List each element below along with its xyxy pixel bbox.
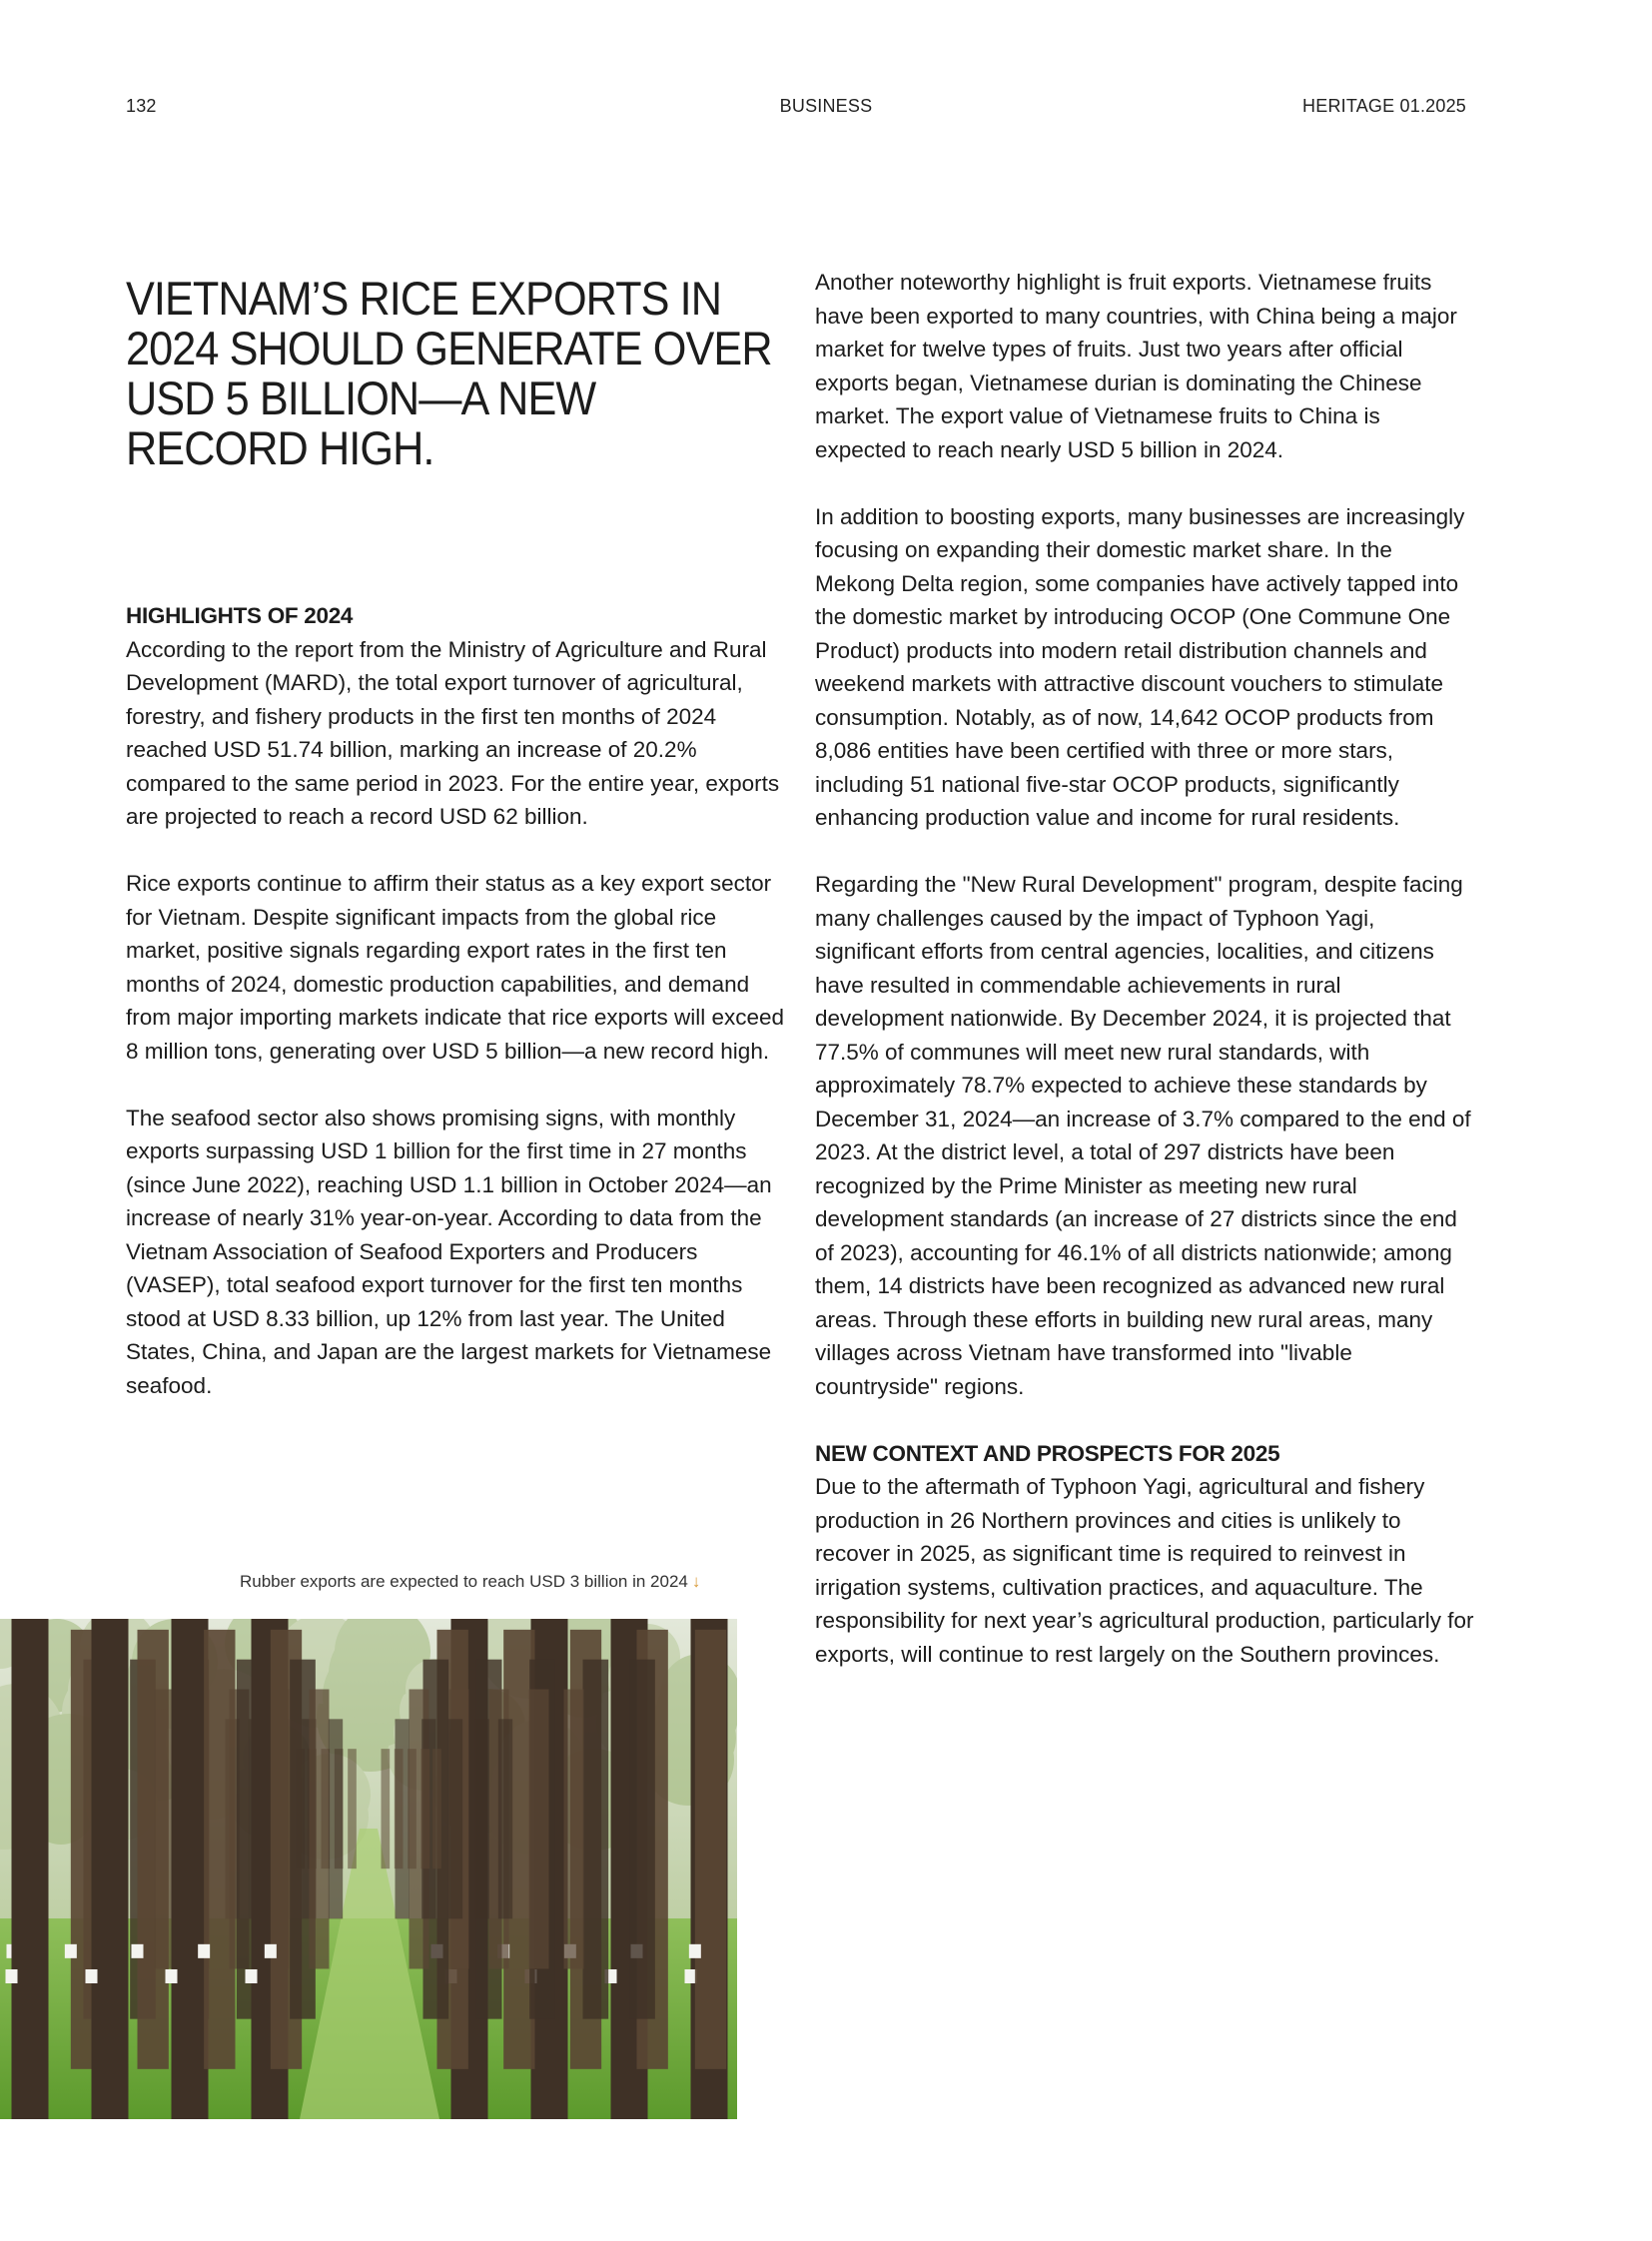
tree-trunk (408, 1749, 416, 1868)
latex-cup (86, 1969, 98, 1983)
tree-trunk (395, 1749, 404, 1868)
issue-label: HERITAGE 01.2025 (1302, 96, 1466, 116)
paragraph: The seafood sector also shows promising signs, with monthly exports surpassing USD 1 billion for the first time in 27 months (since June 2022), reaching USD 1.1 billion in October 2024—an increase of nearly 31% year-on-year. According to data from the Vietnam Association of Seafood Exporters and Producers (VASEP), total seafood export turnover for the first ten months stood at USD 8.33 billion, up 12% from last year. The United States, China, and Japan are the largest markets for Vietnamese seafood. (126, 1105, 772, 1398)
latex-cup (65, 1944, 77, 1958)
page-number: 132 (126, 96, 157, 116)
rubber-plantation-photo (0, 1619, 737, 2119)
latex-cup (246, 1969, 258, 1983)
tree-trunk (564, 1690, 584, 1969)
plantation-illustration (0, 1619, 737, 2119)
tree-trunk (172, 1619, 209, 2119)
arrow-down-icon: ↓ (691, 1572, 701, 1591)
section-label: BUSINESS (779, 96, 873, 116)
tree-trunk (432, 1749, 441, 1868)
tree-trunk (92, 1619, 129, 2119)
paragraph: Another noteworthy highlight is fruit exports. Vietnamese fruits have been exported to many countries, with China being a major market for twelve types of fruits. Just two years after official exports began, Vietnamese durian is dominating the Chinese market. The export value of Vietnamese fruits to China is expected to reach nearly USD 5 billion in 2024. (815, 270, 1457, 462)
latex-cup (6, 1969, 18, 1983)
tree-trunk (310, 1690, 330, 1969)
paragraph: Regarding the "New Rural Development" program, despite facing many challenges caused by the impact of Typhoon Yagi, significant efforts from central agencies, localities, and citizens have resulted in commendable achievements in rural development nationwide. By December 2024, it is projected that 77.5% of communes will meet new rural standards, with approximately 78.7% expected to achieve these standards by December 31, 2024—an increase of 3.7% compared to the end of 2023. At the district level, a total of 297 districts have been recognized by the Prime Minister as meeting new rural development standards (an increase of 27 districts since the end of 2023), accounting for 46.1% of all districts nationwide; among them, 14 districts have been recognized as advanced new rural areas. Through these efforts in building new rural areas, many villages across Vietnam have transformed into "livable countryside" regions. (815, 872, 1471, 1399)
latex-cup (689, 1944, 701, 1958)
paragraph: In addition to boosting exports, many businesses are increasingly focusing on expanding their domestic market share. In the Mekong Delta region, some companies have actively tapped into the domestic market by introducing OCOP (One Commune One Product) products into modern retail distribution channels and weekend markets with attractive discount vouchers to stimulate consumption. Notably, as of now, 14,642 OCOP products from 8,086 entities have been certified with three or more stars, including 51 national five-star OCOP products, significantly enhancing production value and income for rural residents. (815, 503, 1465, 830)
latex-cup (166, 1969, 178, 1983)
latex-cup (685, 1969, 697, 1983)
tree-trunk (448, 1719, 462, 1918)
latex-cup (132, 1944, 144, 1958)
tree-trunk (629, 1660, 655, 2019)
latex-cup (198, 1944, 210, 1958)
tree-trunk (329, 1719, 343, 1918)
paragraph: Due to the aftermath of Typhoon Yagi, agricultural and fishery production in 26 Northern provinces and cities is unlikely to recover in 2025, as significant time is required to reinvest in irrigation systems, cultivation practices, and aquaculture. The responsibility for next year’s agricultural production, particularly for exports, will continue to rest largely on the Southern provinces. (815, 1474, 1474, 1667)
tree-trunk (498, 1719, 512, 1918)
tree-trunk (204, 1630, 235, 2069)
tree-trunk (12, 1619, 49, 2119)
photo-caption (240, 1572, 739, 1592)
section-heading-highlights: HIGHLIGHTS OF 2024 (126, 603, 354, 628)
tree-trunk (348, 1749, 357, 1868)
tree-trunk (695, 1630, 726, 2069)
tree-trunk (583, 1660, 609, 2019)
paragraph: According to the report from the Ministry of Agriculture and Rural Development (MARD), the total export turnover of agricultural, forestry, and fishery products in the first ten months of 2024 reached USD 51.74 billion, marking an increase of 20.2% compared to the same period in 2023. For the entire year, exports are projected to reach a record USD 62 billion. (126, 636, 780, 829)
tree-trunk (475, 1719, 489, 1918)
tree-trunk (421, 1749, 430, 1868)
tree-trunk (138, 1630, 169, 2069)
section-heading-prospects: NEW CONTEXT AND PROSPECTS FOR 2025 (815, 1440, 1280, 1466)
tree-trunk (529, 1690, 549, 1969)
paragraph: Rice exports continue to affirm their status as a key export sector for Vietnam. Despite significant impacts from the global rice market, positive signals regarding export rates in the first ten months of 2024, domestic production capabilities, and demand from major importing markets indicate that rice exports will exceed 8 million tons, generating over USD 5 billion—a new record high. (126, 871, 784, 1064)
left-column (126, 599, 785, 1436)
caption-text: Rubber exports are expected to reach USD 3 billion in 2024 (240, 1572, 688, 1591)
latex-cup (265, 1944, 277, 1958)
right-column (815, 266, 1474, 1705)
pullquote-rice-exports: VIETNAM’S RICE EXPORTS IN 2024 SHOULD GENERATE OVER USD 5 BILLION—A NEW RECORD HIGH. (126, 272, 772, 474)
tree-trunk (382, 1749, 391, 1868)
